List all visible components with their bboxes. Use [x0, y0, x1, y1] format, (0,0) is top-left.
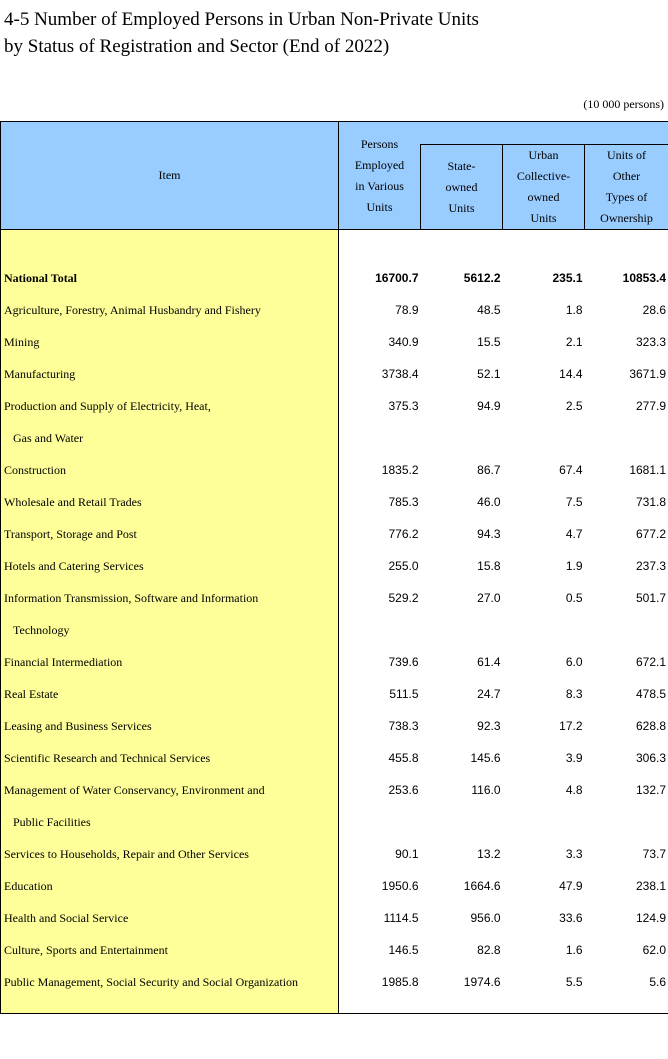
data-table-container	[0, 121, 668, 1026]
row-value: 5612.2	[463, 271, 501, 285]
header-collective-line: Collective-	[516, 169, 571, 183]
row-value: 1950.6	[381, 879, 419, 893]
row-value: 738.3	[388, 719, 419, 733]
row-value: 3738.4	[381, 367, 419, 381]
row-value: 15.8	[477, 559, 501, 573]
row-value: 82.8	[477, 943, 501, 957]
header-other-line: Ownership	[600, 211, 653, 225]
row-value: 24.7	[477, 687, 501, 701]
row-value: 15.5	[477, 335, 501, 349]
row-item-name: Wholesale and Retail Trades	[1, 486, 339, 518]
table-row	[1, 646, 668, 678]
header-state-owned	[421, 145, 503, 230]
table-row	[1, 454, 668, 486]
header-state-line: State-	[447, 158, 476, 173]
row-value: 237.3	[585, 550, 668, 582]
header-persons-employed	[339, 122, 421, 230]
title-line-1: 4-5 Number of Employed Persons in Urban Non-Private Units	[4, 9, 479, 30]
row-value: 14.4	[559, 367, 583, 381]
row-value: 253.6	[388, 783, 419, 797]
row-value: 529.2	[388, 591, 419, 605]
spacer-row	[1, 230, 668, 263]
row-value: 306.3	[585, 742, 668, 774]
row-value: 27.0	[477, 591, 501, 605]
table-row	[1, 550, 668, 582]
row-value: 67.4	[559, 463, 583, 477]
row-value: 455.8	[388, 751, 419, 765]
table-row	[1, 294, 668, 326]
header-persons-line: Units	[366, 199, 393, 214]
row-item-name: Agriculture, Forestry, Animal Husbandry and Fishery	[1, 294, 339, 326]
header-blank	[421, 122, 668, 145]
data-table	[0, 121, 668, 1014]
row-value: 62.0	[585, 934, 668, 966]
header-other-line: Units of	[607, 148, 647, 162]
row-value: 17.2	[559, 719, 583, 733]
row-value: 340.9	[388, 335, 419, 349]
row-item-name-cont-cell	[1, 422, 339, 454]
table-row	[1, 518, 668, 550]
table-title	[4, 6, 479, 60]
row-item-name: Scientific Research and Technical Services	[1, 742, 339, 774]
row-item-name: Hotels and Catering Services	[1, 550, 339, 582]
row-value: 47.9	[559, 879, 583, 893]
row-value: 731.8	[585, 486, 668, 518]
table-row	[1, 486, 668, 518]
row-value: 7.5	[565, 495, 583, 509]
row-item-name: Management of Water Conservancy, Environment and	[1, 774, 339, 806]
table-row	[1, 390, 668, 422]
header-other-line: Other	[612, 169, 641, 183]
header-persons-line: Persons	[360, 136, 399, 151]
row-value: 146.5	[388, 943, 419, 957]
row-item-name: Public Management, Social Security and Social Organization	[1, 966, 339, 998]
table-row	[1, 582, 668, 614]
row-value: 672.1	[585, 646, 668, 678]
row-value: 0.5	[565, 591, 583, 605]
table-row	[1, 262, 668, 294]
row-value: 501.7	[585, 582, 668, 614]
header-urban-collective	[503, 145, 585, 230]
row-value: 5.5	[565, 975, 583, 989]
table-row	[1, 358, 668, 390]
table-row	[1, 710, 668, 742]
table-row	[1, 966, 668, 998]
row-value: 16700.7	[375, 271, 419, 285]
table-row	[1, 678, 668, 710]
row-value: 478.5	[585, 678, 668, 710]
row-value: 1681.1	[585, 454, 668, 486]
row-value: 739.6	[388, 655, 419, 669]
row-value: 677.2	[585, 518, 668, 550]
row-value: 145.6	[470, 751, 501, 765]
row-item-name: Culture, Sports and Entertainment	[1, 934, 339, 966]
table-row	[1, 902, 668, 934]
row-value: 4.8	[565, 783, 583, 797]
row-value: 10853.4	[585, 262, 668, 294]
row-value: 235.1	[552, 271, 583, 285]
row-item-name: Transport, Storage and Post	[1, 518, 339, 550]
row-value: 3.9	[565, 751, 583, 765]
row-item-name: Leasing and Business Services	[1, 710, 339, 742]
table-row	[1, 326, 668, 358]
table-body	[1, 230, 668, 1014]
row-item-name-continuation: Technology	[13, 623, 70, 637]
row-value: 90.1	[395, 847, 419, 861]
row-value: 785.3	[388, 495, 419, 509]
row-value: 255.0	[388, 559, 419, 573]
header-other-ownership	[585, 145, 668, 230]
row-value: 1835.2	[381, 463, 419, 477]
row-item-name: Health and Social Service	[1, 902, 339, 934]
row-value: 1.6	[565, 943, 583, 957]
row-value: 511.5	[389, 687, 419, 701]
row-value: 1.8	[565, 303, 583, 317]
row-value: 4.7	[565, 527, 583, 541]
row-item-name: Mining	[1, 326, 339, 358]
row-value: 73.7	[585, 838, 668, 870]
row-value: 13.2	[477, 847, 501, 861]
row-value: 628.8	[585, 710, 668, 742]
unit-label: (10 000 persons)	[583, 97, 664, 111]
row-value: 94.9	[477, 399, 501, 413]
row-value: 28.6	[585, 294, 668, 326]
table-row	[1, 838, 668, 870]
row-value: 94.3	[477, 527, 501, 541]
row-value: 1114.5	[383, 911, 419, 925]
row-value: 375.3	[388, 399, 419, 413]
header-state-line: Units	[448, 200, 475, 215]
bottom-row	[1, 998, 668, 1014]
header-persons-line: in Various	[355, 178, 404, 193]
row-item-name-cont-cell	[1, 614, 339, 646]
row-value: 8.3	[565, 687, 583, 701]
row-item-name: Financial Intermediation	[1, 646, 339, 678]
row-item-name-continuation: Public Facilities	[13, 815, 91, 829]
row-value: 1985.8	[381, 975, 419, 989]
row-item-name: National Total	[1, 262, 339, 294]
header-other-line: Types of	[605, 190, 648, 204]
row-item-name-continuation: Gas and Water	[13, 431, 84, 445]
table-row-continuation	[1, 614, 668, 646]
table-row	[1, 934, 668, 966]
header-collective-line: owned	[527, 190, 560, 204]
row-value: 2.1	[565, 335, 583, 349]
title-line-2: by Status of Registration and Sector (End of 2022)	[4, 36, 390, 57]
row-value: 33.6	[559, 911, 583, 925]
header-state-line: owned	[445, 179, 478, 194]
row-item-name: Education	[1, 870, 339, 902]
table-row-continuation	[1, 422, 668, 454]
table-row-continuation	[1, 806, 668, 838]
table-row	[1, 742, 668, 774]
row-value: 3.3	[565, 847, 583, 861]
row-value: 956.0	[470, 911, 501, 925]
row-item-name: Information Transmission, Software and Information	[1, 582, 339, 614]
row-value: 776.2	[388, 527, 419, 541]
row-value: 277.9	[585, 390, 668, 422]
row-item-name-cont-cell	[1, 806, 339, 838]
row-item-name: Services to Households, Repair and Other Services	[1, 838, 339, 870]
header-collective-line: Units	[530, 211, 557, 225]
row-value: 1.9	[565, 559, 583, 573]
row-value: 92.3	[477, 719, 501, 733]
row-value: 2.5	[565, 399, 583, 413]
row-value: 78.9	[395, 303, 419, 317]
row-value: 238.1	[585, 870, 668, 902]
row-value: 86.7	[477, 463, 501, 477]
row-value: 124.9	[585, 902, 668, 934]
row-value: 5.6	[585, 966, 668, 998]
row-value: 3671.9	[585, 358, 668, 390]
row-value: 48.5	[477, 303, 501, 317]
header-persons-line: Employed	[354, 157, 405, 172]
row-value: 116.0	[471, 783, 501, 797]
row-value: 46.0	[477, 495, 501, 509]
row-value: 6.0	[565, 655, 583, 669]
row-item-name: Production and Supply of Electricity, Heat,	[1, 390, 339, 422]
row-value: 52.1	[477, 367, 501, 381]
row-item-name: Construction	[1, 454, 339, 486]
row-value: 1664.6	[463, 879, 501, 893]
row-value: 132.7	[585, 774, 668, 806]
row-value: 323.3	[585, 326, 668, 358]
row-value: 1974.6	[463, 975, 501, 989]
header-item: Item	[1, 122, 339, 230]
row-item-name: Real Estate	[1, 678, 339, 710]
row-item-name: Manufacturing	[1, 358, 339, 390]
row-value: 61.4	[477, 655, 501, 669]
header-collective-line: Urban	[528, 148, 559, 162]
table-row	[1, 870, 668, 902]
table-row	[1, 774, 668, 806]
